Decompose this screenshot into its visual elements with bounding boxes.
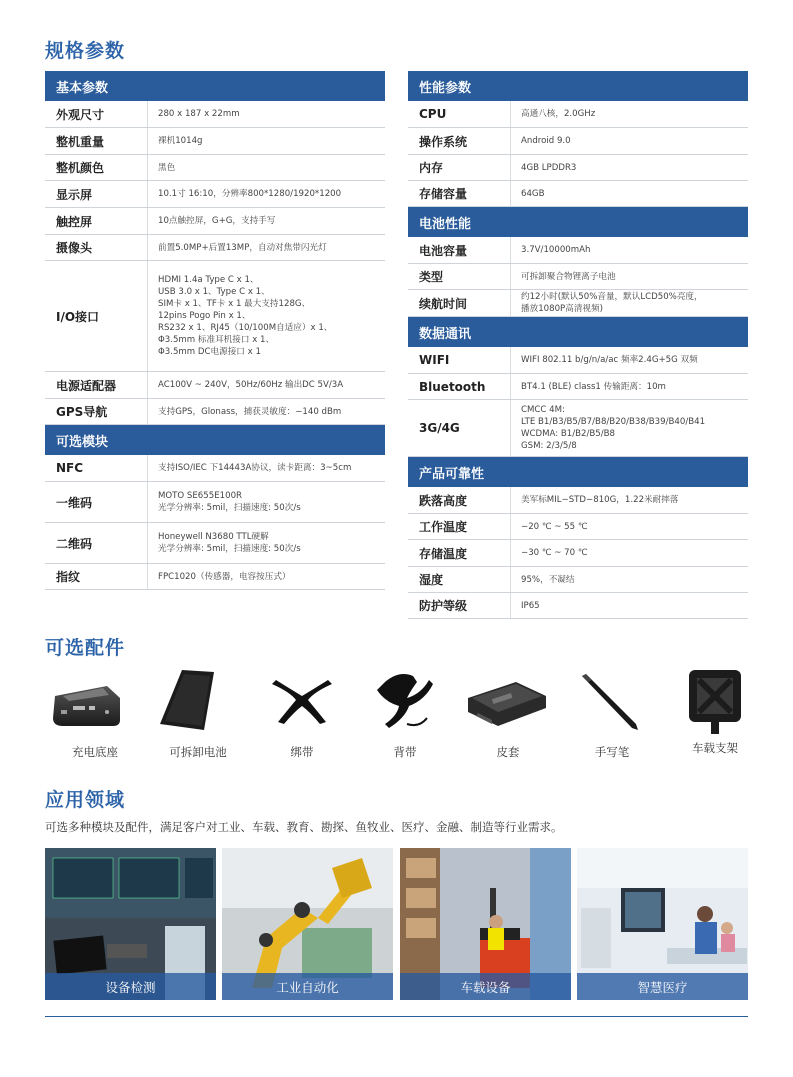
spec-key: 湿度 [419, 573, 444, 587]
spec-value [147, 564, 385, 589]
spec-value-line: 10点触控屏，G+G，支持手写 [158, 216, 276, 226]
spec-key: WIFI [419, 353, 450, 367]
accessory-label: 背带 [393, 745, 417, 759]
spec-value-line: AC100V ~ 240V，50Hz/60Hz 输出DC 5V/3A [158, 380, 344, 390]
spec-row [45, 455, 385, 482]
spec-row [408, 290, 748, 317]
spec-row [45, 101, 385, 128]
spec-value [510, 264, 748, 289]
spec-value [510, 540, 748, 566]
charging-dock-icon [45, 668, 145, 738]
basic-params-table [45, 101, 385, 425]
spec-value [510, 237, 748, 263]
spec-value-line: Φ3.5mm 标准耳机接口 x 1、 [158, 335, 275, 345]
spec-value [510, 567, 748, 592]
spec-row [408, 155, 748, 181]
data-comm-table [408, 347, 748, 457]
spec-row [408, 101, 748, 128]
spec-value-line: 可拆卸聚合物锂离子电池 [521, 271, 616, 282]
photo-caption: 工业自动化 [222, 973, 393, 1000]
photo-smart-healthcare [577, 848, 748, 1000]
spec-value-line: 4GB LPDDR3 [521, 162, 577, 173]
spec-value-line: −20 ℃ ~ 55 ℃ [521, 521, 588, 532]
applications-description: 可选多种模块及配件，满足客户对工业、车载、教育、勘探、鱼牧业、医疗、金融、制造等行业需求。 [45, 820, 563, 834]
spec-row [408, 400, 748, 457]
spec-row [408, 593, 748, 619]
spec-value-line: 黑色 [158, 162, 176, 173]
spec-key: NFC [56, 461, 84, 475]
spec-value-line: 280 x 187 x 22mm [158, 109, 240, 119]
spec-key: 显示屏 [56, 187, 93, 202]
left-spec-column [45, 71, 385, 590]
accessory-stylus [562, 668, 662, 764]
spec-value [147, 208, 385, 234]
spec-key: 操作系统 [419, 134, 468, 149]
spec-value [510, 593, 748, 618]
spec-key: 3G/4G [419, 421, 460, 435]
accessory-hand-strap [252, 668, 352, 764]
specs-title: 规格参数 [45, 40, 126, 62]
performance-table [408, 101, 748, 207]
photo-vehicle-equipment [400, 848, 571, 1000]
spec-value-line: WIFI 802.11 b/g/n/a/ac 频率2.4G+5G 双频 [521, 355, 698, 365]
spec-value-line: FPC1020（传感器，电容按压式） [158, 571, 291, 582]
spec-value-line: BT4.1 (BLE) class1 传输距离：10m [521, 381, 666, 392]
spec-row [45, 399, 385, 425]
reliability-header: 产品可靠性 [408, 457, 748, 487]
spec-value-line: HDMI 1.4a Type C x 1、 [158, 275, 259, 285]
spec-row [45, 208, 385, 235]
spec-row [45, 564, 385, 590]
spec-value-line: 播放1080P高清视频) [521, 304, 603, 314]
spec-value [147, 523, 385, 563]
spec-key: 防护等级 [419, 599, 468, 613]
spec-value-line: 高通八核，2.0GHz [521, 109, 596, 119]
spec-value-line: 64GB [521, 188, 545, 199]
spec-value-line: 12pins Pogo Pin x 1、 [158, 311, 251, 321]
spec-row [45, 482, 385, 523]
spec-row [408, 374, 748, 400]
spec-key: 整机重量 [56, 134, 105, 149]
spec-value [147, 128, 385, 154]
spec-value [147, 482, 385, 522]
spec-value [510, 400, 748, 456]
spec-row [408, 487, 748, 514]
spec-key: GPS导航 [56, 405, 108, 419]
hand-strap-icon [252, 668, 352, 738]
spec-key: 跌落高度 [419, 493, 468, 508]
accessory-shoulder-strap [355, 668, 455, 764]
spec-row [45, 181, 385, 208]
accessory-vehicle-mount [665, 668, 765, 764]
spec-row [45, 235, 385, 261]
spec-value [147, 235, 385, 260]
spec-key: 二维码 [56, 536, 93, 551]
spec-value [147, 455, 385, 481]
spec-row [45, 155, 385, 181]
stylus-icon [562, 668, 662, 738]
spec-value [147, 101, 385, 127]
applications-title: 应用领域 [45, 789, 126, 811]
spec-value-line: LTE B1/B3/B5/B7/B8/B20/B38/B39/B40/B41 [521, 417, 706, 427]
leather-case-icon [458, 668, 558, 738]
spec-key: 工作温度 [419, 520, 468, 534]
photo-equipment-inspection [45, 848, 216, 1000]
vehicle-mount-icon [665, 668, 765, 738]
spec-key: 续航时间 [419, 296, 468, 311]
spec-value-line: 裸机1014g [158, 136, 203, 146]
accessory-battery [148, 668, 248, 764]
spec-value-line: WCDMA: B1/B2/B5/B8 [521, 429, 616, 439]
spec-value [147, 399, 385, 424]
accessories-row [45, 668, 755, 768]
spec-value-line: 支持GPS，Glonass，捕获灵敏度：−140 dBm [158, 406, 342, 417]
spec-key: 电源适配器 [56, 378, 117, 393]
spec-key: 外观尺寸 [56, 107, 105, 122]
spec-value-line: 95%，不凝结 [521, 574, 575, 585]
spec-row [408, 567, 748, 593]
spec-key: 整机颜色 [56, 161, 105, 175]
spec-value [147, 372, 385, 398]
spec-value-line: 支持ISO/IEC 下14443A协议，读卡距离：3~5cm [158, 463, 352, 473]
spec-row [45, 261, 385, 372]
battery-header: 电池性能 [408, 207, 748, 237]
accessory-label: 手写笔 [594, 745, 630, 759]
accessory-charging-dock [45, 668, 145, 764]
spec-row [45, 372, 385, 399]
spec-value [510, 155, 748, 180]
battery-table [408, 237, 748, 317]
spec-value-line: CMCC 4M: [521, 405, 565, 415]
spec-value [510, 181, 748, 206]
battery-icon [148, 668, 248, 738]
spec-value-line: 约12小时(默认50%音量，默认LCD50%亮度， [521, 292, 703, 302]
spec-value [510, 487, 748, 513]
spec-value-line: Android 9.0 [521, 136, 571, 146]
spec-value [147, 181, 385, 207]
accessory-label: 车载支架 [692, 741, 738, 755]
photo-caption: 设备检测 [45, 973, 216, 1000]
spec-value [147, 155, 385, 180]
spec-row [408, 181, 748, 207]
spec-value-line: 前置5.0MP+后置13MP，自动对焦带闪光灯 [158, 242, 327, 253]
optional-modules-header: 可选模块 [45, 425, 385, 455]
basic-params-header: 基本参数 [45, 71, 385, 101]
spec-row [408, 540, 748, 567]
spec-key: 指纹 [56, 570, 81, 584]
spec-value [510, 290, 748, 316]
spec-row [45, 128, 385, 155]
right-spec-column [408, 71, 748, 619]
data-comm-header: 数据通讯 [408, 317, 748, 347]
spec-row [45, 523, 385, 564]
spec-value-line: USB 3.0 x 1、Type C x 1、 [158, 287, 270, 297]
spec-value [510, 128, 748, 154]
bottom-divider [45, 1016, 748, 1017]
accessories-title: 可选配件 [45, 637, 126, 659]
spec-key: 类型 [419, 270, 444, 284]
spec-key: CPU [419, 107, 447, 121]
spec-value-line: IP65 [521, 600, 540, 611]
application-photos [45, 848, 748, 1000]
accessory-label: 皮套 [496, 745, 520, 759]
spec-value-line: Φ3.5mm DC电源接口 x 1 [158, 347, 261, 357]
spec-value-line: MOTO SE655E100R [158, 491, 243, 501]
accessory-label: 充电底座 [72, 745, 118, 759]
spec-row [408, 347, 748, 374]
optional-modules-table [45, 455, 385, 590]
spec-value [147, 261, 385, 371]
spec-value [510, 374, 748, 399]
spec-value-line: RS232 x 1、RJ45（10/100M自适应）x 1、 [158, 323, 333, 333]
spec-value-line: 光学分辨率: 5mil，扫描速度: 50次/s [158, 544, 301, 554]
accessory-label: 可拆卸电池 [169, 745, 227, 759]
spec-key: 内存 [419, 161, 444, 175]
spec-value [510, 514, 748, 539]
spec-value-line: −30 ℃ ~ 70 ℃ [521, 548, 588, 558]
spec-value [510, 101, 748, 127]
spec-key: 一维码 [56, 495, 93, 510]
spec-value-line: 光学分辨率: 5mil，扫描速度: 50次/s [158, 503, 301, 513]
photo-caption: 车载设备 [400, 973, 571, 1000]
accessory-label: 绑带 [290, 745, 314, 759]
reliability-table [408, 487, 748, 619]
accessory-leather-case [458, 668, 558, 764]
spec-row [408, 514, 748, 540]
spec-value-line: SIM卡 x 1、TF卡 x 1 最大支持128G、 [158, 299, 311, 309]
spec-row [408, 264, 748, 290]
spec-key: 存储温度 [419, 546, 468, 561]
photo-industrial-automation [222, 848, 393, 1000]
spec-key: I/O接口 [56, 309, 100, 324]
spec-row [408, 128, 748, 155]
spec-key: Bluetooth [419, 379, 486, 394]
spec-value-line: GSM: 2/3/5/8 [521, 441, 577, 451]
shoulder-strap-icon [355, 668, 455, 738]
photo-caption: 智慧医疗 [577, 973, 748, 1000]
spec-value-line: 美军标MIL−STD−810G，1.22米耐摔落 [521, 495, 679, 505]
spec-row [408, 237, 748, 264]
spec-value [510, 347, 748, 373]
spec-value-line: 10.1寸 16:10，分辨率800*1280/1920*1200 [158, 189, 342, 199]
spec-key: 触控屏 [56, 214, 93, 229]
spec-key: 电池容量 [419, 243, 468, 258]
spec-key: 存储容量 [419, 187, 468, 201]
spec-value-line: 3.7V/10000mAh [521, 245, 591, 255]
spec-value-line: Honeywell N3680 TTL硬解 [158, 532, 269, 542]
performance-header: 性能参数 [408, 71, 748, 101]
spec-key: 摄像头 [56, 241, 93, 255]
